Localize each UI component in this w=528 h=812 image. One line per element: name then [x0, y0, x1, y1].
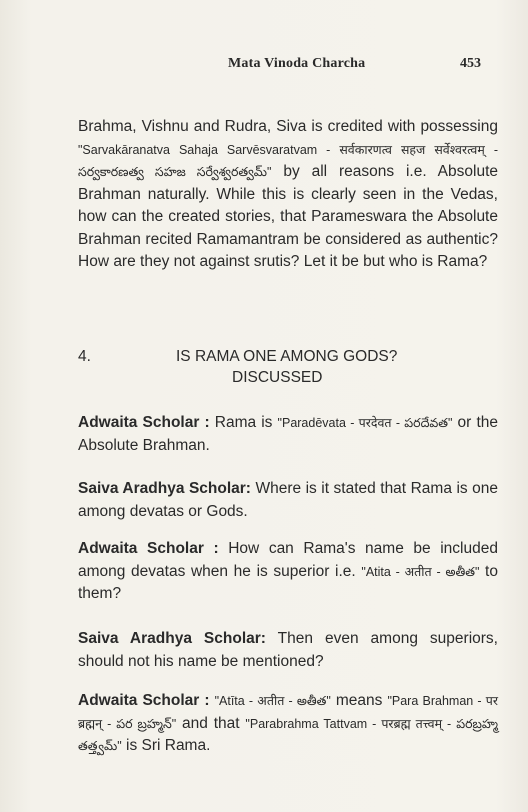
dialogue-text: to them?: [78, 562, 498, 602]
speaker-label: Adwaita Scholar :: [78, 540, 219, 557]
dialogue-quote: "Paradēvata - परदेवत - పరదేవత": [277, 416, 453, 430]
dialogue-text: is Sri Rama.: [121, 737, 211, 754]
dialogue-text: Where is it stated that Rama is one among devatas or Gods.: [78, 480, 498, 520]
dialogue-quote: "Para Brahman - पर ब्रह्मन् - పర బ్రహ్మన్": [78, 694, 499, 731]
dialogue-text: Then even among superiors, should not his name be mentioned?: [78, 630, 498, 670]
running-header: [0, 56, 528, 76]
dialogue-quote: "Parabrahma Tattvam - परब्रह्म तत्त्वम् - పరబ్రహ్మ తత్త్వమ్": [78, 716, 498, 753]
section-title-line-1: IS RAMA ONE AMONG GODS?: [176, 348, 398, 365]
intro-text-2: by all reasons i.e. Absolute Brahman naturally. While this is clearly seen in the Vedas, how can the created stories, that Parameswara the Absolute Brahman recited Ramamantram be considered as authentic? How are they not against srutis? Let it be but who is Rama?: [78, 163, 498, 270]
dialogue-paragraph: [78, 628, 498, 673]
dialogue-text: How can Rama's name be included among devatas when he is superior i.e.: [78, 540, 498, 580]
speaker-label: Adwaita Scholar :: [78, 414, 210, 431]
dialogue-paragraph: [78, 478, 498, 523]
speaker-label: Saiva Aradhya Scholar:: [78, 630, 266, 647]
speaker-label: Adwaita Scholar :: [78, 692, 210, 709]
intro-paragraph: [78, 116, 498, 274]
dialogue-text: Rama is: [209, 414, 278, 431]
intro-quote: "Sarvakāranatva Sahaja Sarvēsvaratvam - सर्वकारणत्व सहज सर्वेश्वरत्वम् - సర్వకారణత్వ సహజ సర్వేశ్వరత్వమ్": [78, 142, 498, 179]
dialogue-paragraph: [78, 538, 498, 606]
dialogue-paragraph: [78, 412, 498, 457]
intro-text-1: Brahma, Vishnu and Rudra, Siva is credited with possessing: [78, 118, 498, 135]
dialogue-quote: "Atita - अतीत - అతీత": [361, 564, 480, 579]
section-title-line-2: DISCUSSED: [232, 369, 323, 386]
dialogue-text: and that: [176, 714, 246, 732]
dialogue-text: means: [330, 692, 388, 709]
book-title: Mata Vinoda Charcha: [228, 56, 366, 71]
section-number: 4.: [78, 348, 91, 365]
dialogue-text: or the Absolute Brahman.: [78, 414, 498, 454]
dialogue-paragraph: [78, 690, 498, 758]
section-heading: [78, 346, 498, 390]
dialogue-quote: "Atīta - अतीत - అతీత": [214, 694, 331, 708]
speaker-label: Saiva Aradhya Scholar:: [78, 480, 251, 497]
page-number: 453: [460, 56, 481, 71]
